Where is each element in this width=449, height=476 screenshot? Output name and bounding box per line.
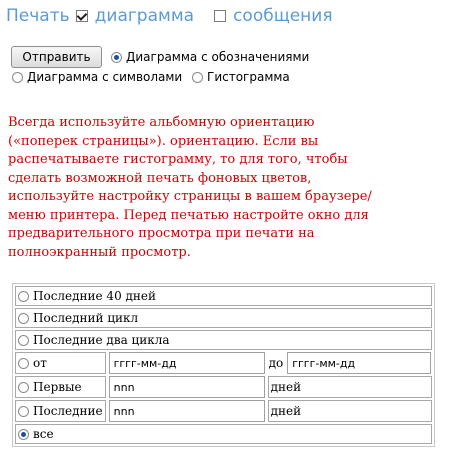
last-unit-cell xyxy=(268,400,432,422)
radio-last-two-cycles[interactable] xyxy=(18,335,29,346)
range-last-40-days-label: Последние 40 дней xyxy=(33,289,157,303)
first-count-cell xyxy=(108,376,266,398)
first-unit-label: дней xyxy=(270,380,302,394)
radio-histogram[interactable] xyxy=(192,72,203,83)
range-from-option[interactable] xyxy=(15,352,106,374)
messages-label: сообщения xyxy=(233,6,333,26)
diagram-label: диаграмма xyxy=(94,6,195,26)
range-first-option[interactable] xyxy=(15,376,106,398)
radio-first[interactable] xyxy=(18,382,29,393)
range-all[interactable] xyxy=(15,424,432,444)
range-to-label: до xyxy=(268,356,284,370)
range-first-label: Первые xyxy=(33,380,82,394)
option-diagram-symbols-label: Диаграмма с символами xyxy=(27,70,183,84)
table-row xyxy=(15,286,432,306)
option-histogram[interactable] xyxy=(192,70,290,84)
table-row xyxy=(15,400,432,422)
option-diagram-legend[interactable] xyxy=(111,50,309,64)
range-last-label: Последние xyxy=(33,404,103,418)
radio-last-cycle[interactable] xyxy=(18,313,29,324)
table-row xyxy=(15,424,432,444)
option-diagram-legend-label: Диаграмма с обозначениями xyxy=(126,50,310,64)
range-last-cycle-label: Последний цикл xyxy=(33,311,139,325)
from-date-input[interactable]: гггг-мм-дд xyxy=(109,352,265,374)
option-diagram-symbols[interactable] xyxy=(12,70,182,84)
print-label: Печать xyxy=(6,6,70,26)
send-button[interactable]: Отправить xyxy=(11,46,102,68)
to-label-cell xyxy=(268,352,285,374)
range-all-label: все xyxy=(33,427,54,441)
option-histogram-label: Гистограмма xyxy=(207,70,290,84)
range-last-option[interactable] xyxy=(15,400,106,422)
table-row xyxy=(15,376,432,398)
first-unit-cell xyxy=(268,376,432,398)
to-date-input[interactable]: гггг-мм-дд xyxy=(287,352,431,374)
range-from-label: от xyxy=(33,356,47,370)
to-date-cell xyxy=(286,352,432,374)
print-header xyxy=(6,2,339,30)
last-count-input[interactable]: nnn xyxy=(109,400,265,422)
last-count-cell xyxy=(108,400,266,422)
range-last-two-cycles[interactable] xyxy=(15,330,432,350)
radio-all[interactable] xyxy=(18,429,29,440)
table-row xyxy=(15,352,432,374)
orientation-notice: Всегда используйте альбомную ориентацию («поперек страницы»). ориентацию. Если вы распечатываете гистограмму, то для того, чтобы сделать возможной печать фоновых цветов, используйте настройку страницы в вашем браузере/меню принтера. Перед печатью настройте окно для предварительного просмотра при печати на полноэкранный просмотр. xyxy=(8,115,372,260)
range-last-40-days[interactable] xyxy=(15,286,432,306)
radio-diagram-symbols[interactable] xyxy=(12,72,23,83)
range-last-two-cycles-label: Последние два цикла xyxy=(33,333,170,347)
radio-diagram-legend[interactable] xyxy=(111,52,122,63)
radio-last[interactable] xyxy=(18,406,29,417)
diagram-checkbox[interactable] xyxy=(76,10,88,22)
radio-last-40-days[interactable] xyxy=(18,291,29,302)
messages-checkbox[interactable] xyxy=(214,10,226,22)
from-date-cell xyxy=(108,352,266,374)
last-unit-label: дней xyxy=(270,404,302,418)
date-range-table xyxy=(12,283,435,447)
first-count-input[interactable]: nnn xyxy=(109,376,265,398)
table-row xyxy=(15,308,432,328)
table-row xyxy=(15,330,432,350)
radio-from[interactable] xyxy=(18,358,29,369)
range-last-cycle[interactable] xyxy=(15,308,432,328)
